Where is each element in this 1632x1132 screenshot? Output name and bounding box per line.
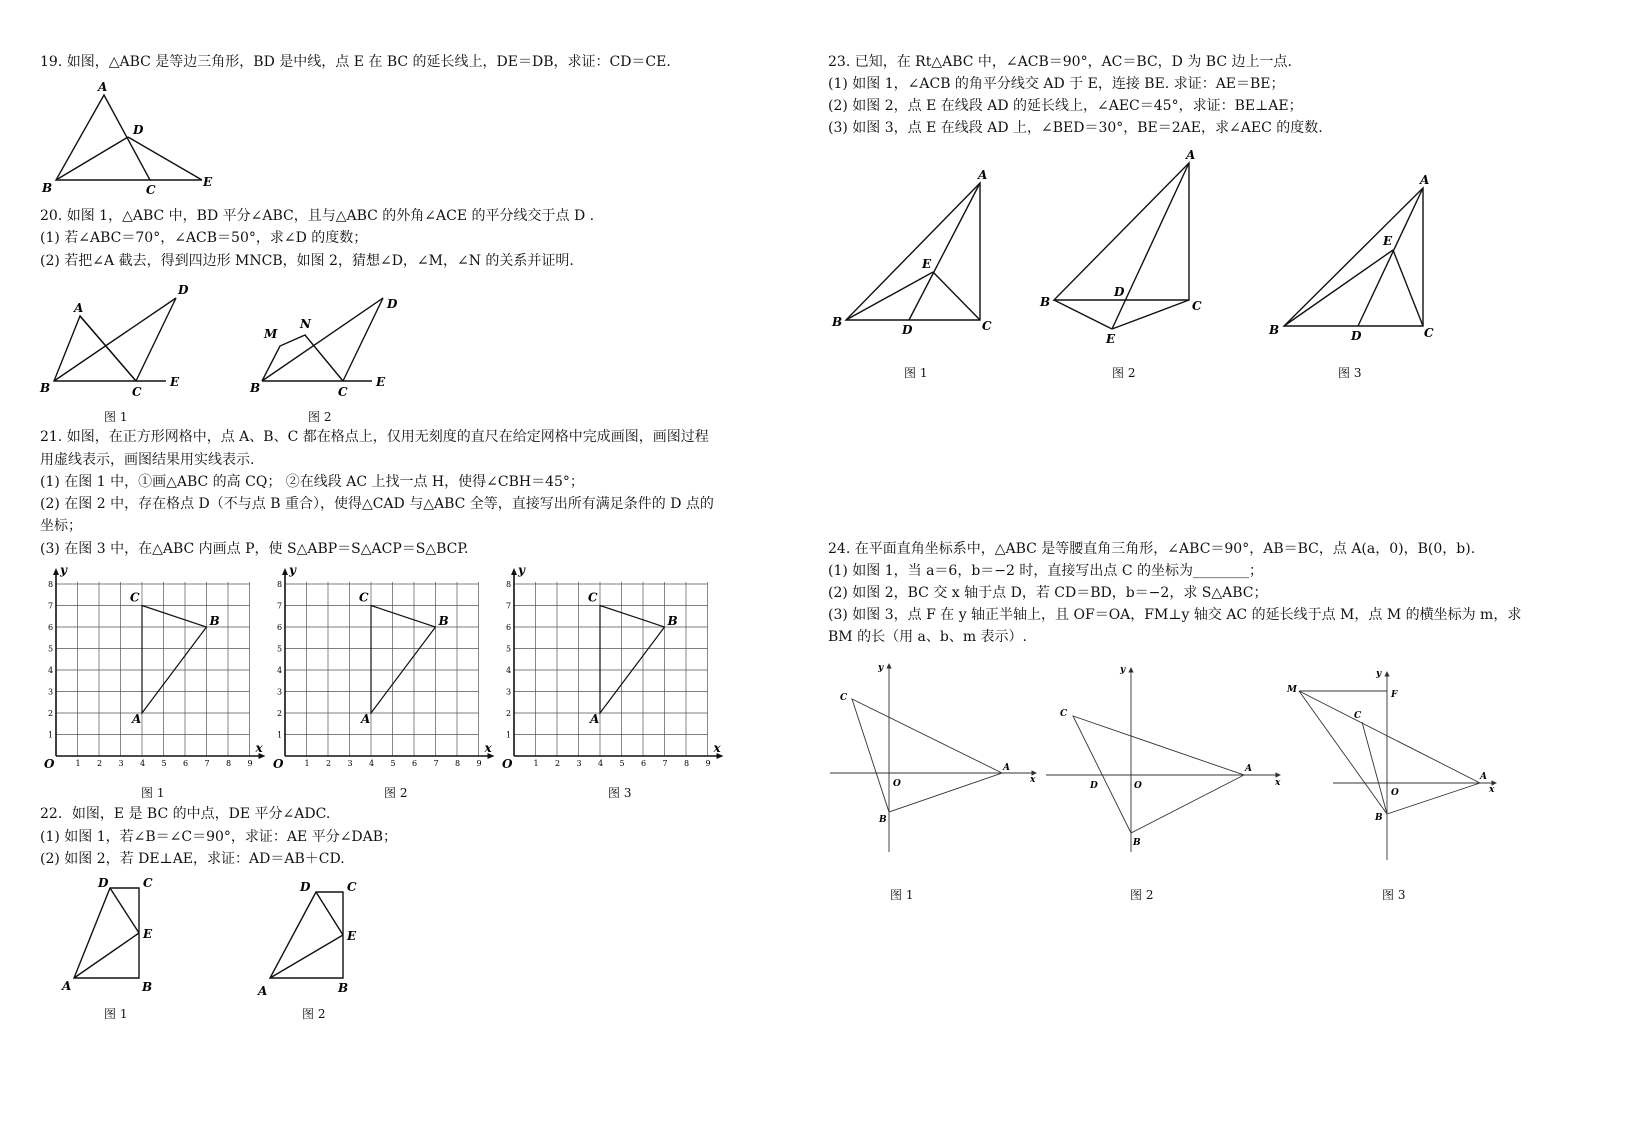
label-e: E bbox=[203, 175, 213, 189]
caption-p21-fig2: 图 2 bbox=[384, 786, 408, 800]
tick-y: 3 bbox=[277, 687, 283, 697]
tick-y: 5 bbox=[48, 644, 54, 654]
svg-text:B: B bbox=[250, 381, 261, 395]
svg-text:O: O bbox=[1391, 788, 1399, 798]
svg-text:C: C bbox=[338, 385, 348, 399]
svg-text:B: B bbox=[1375, 813, 1383, 823]
svg-text:O: O bbox=[1134, 781, 1142, 791]
tick-y: 1 bbox=[48, 730, 54, 740]
problem-21-line6: (3) 在图 3 中，在△ABC 内画点 P，使 S△ABP＝S△ACP＝S△BCP. bbox=[40, 541, 469, 557]
tick-x: 4 bbox=[369, 759, 375, 768]
svg-text:B: B bbox=[1040, 295, 1051, 309]
svg-text:A: A bbox=[1186, 148, 1196, 162]
svg-text:E: E bbox=[1383, 234, 1393, 248]
svg-text:C: C bbox=[840, 693, 848, 703]
svg-text:B: B bbox=[1269, 323, 1280, 337]
x-axis-label: x bbox=[713, 741, 721, 755]
tick-y: 4 bbox=[48, 666, 54, 675]
svg-text:x: x bbox=[1489, 785, 1495, 795]
x-axis-label: x bbox=[255, 741, 263, 755]
svg-text:F: F bbox=[1391, 690, 1398, 700]
svg-text:A: A bbox=[1420, 173, 1430, 187]
problem-24-line4: (3) 如图 3，点 F 在 y 轴正半轴上，且 OF＝OA，FM⊥y 轴交 AC 的延长线于点 M，点 M 的横坐标为 m，求 bbox=[828, 607, 1522, 623]
label-c: C bbox=[359, 590, 369, 605]
svg-text:B: B bbox=[338, 981, 349, 995]
svg-text:D: D bbox=[1114, 285, 1125, 299]
svg-text:E: E bbox=[376, 375, 386, 389]
y-axis-label: y bbox=[60, 563, 67, 577]
tick-y: 7 bbox=[48, 601, 54, 611]
tick-y: 5 bbox=[277, 644, 283, 654]
svg-text:y: y bbox=[878, 663, 884, 673]
svg-text:E: E bbox=[143, 927, 153, 941]
svg-text:D: D bbox=[178, 283, 189, 297]
label-c: C bbox=[146, 183, 156, 197]
svg-text:C: C bbox=[1354, 711, 1362, 721]
tick-x: 7 bbox=[204, 759, 210, 768]
svg-text:E: E bbox=[922, 257, 932, 271]
caption-p22-fig1: 图 1 bbox=[104, 1007, 128, 1021]
svg-text:E: E bbox=[1106, 332, 1116, 346]
origin-label: O bbox=[502, 757, 513, 771]
svg-text:A: A bbox=[1003, 763, 1010, 773]
svg-text:O: O bbox=[893, 779, 901, 789]
tick-x: 7 bbox=[662, 759, 668, 768]
svg-text:B: B bbox=[40, 381, 51, 395]
svg-text:B: B bbox=[142, 980, 153, 994]
svg-text:x: x bbox=[1275, 778, 1281, 788]
problem-21-line4: (2) 在图 2 中，存在格点 D（不与点 B 重合），使得△CAD 与△ABC 全等，直接写出所有满足条件的 D 点的 bbox=[40, 496, 714, 512]
tick-x: 7 bbox=[433, 759, 439, 768]
tick-x: 2 bbox=[97, 759, 103, 768]
tick-y: 6 bbox=[506, 623, 512, 632]
svg-text:C: C bbox=[982, 319, 992, 333]
tick-y: 3 bbox=[506, 687, 512, 697]
svg-text:N: N bbox=[300, 317, 311, 331]
tick-x: 5 bbox=[390, 759, 396, 768]
tick-y: 2 bbox=[48, 709, 54, 718]
svg-text:E: E bbox=[170, 375, 180, 389]
svg-text:M: M bbox=[264, 327, 278, 341]
svg-text:C: C bbox=[1060, 709, 1068, 719]
tick-y: 7 bbox=[506, 601, 512, 611]
problem-21-line1: 21. 如图，在正方形网格中，点 A、B、C 都在格点上，仅用无刻度的直尺在给定网格中完成画图，画图过程 bbox=[40, 429, 709, 445]
svg-text:D: D bbox=[1090, 781, 1098, 791]
problem-22-line2: (1) 如图 1，若∠B＝∠C＝90°，求证：AE 平分∠DAB； bbox=[40, 829, 398, 845]
svg-text:y: y bbox=[1376, 669, 1382, 679]
problem-21-line3: (1) 在图 1 中，①画△ABC 的高 CQ； ②在线段 AC 上找一点 H，使得∠CBH＝45°； bbox=[40, 474, 584, 490]
tick-y: 4 bbox=[506, 666, 512, 675]
tick-y: 6 bbox=[277, 623, 283, 632]
tick-y: 3 bbox=[48, 687, 54, 697]
svg-text:A: A bbox=[258, 984, 268, 998]
svg-text:A: A bbox=[1480, 772, 1487, 782]
problem-19-text: 19. 如图，△ABC 是等边三角形，BD 是中线，点 E 在 BC 的延长线上，DE＝DB，求证：CD＝CE. bbox=[40, 54, 671, 70]
tick-x: 3 bbox=[576, 759, 582, 768]
label-b: B bbox=[42, 181, 53, 195]
svg-text:C: C bbox=[132, 385, 142, 399]
caption-p21-fig3: 图 3 bbox=[608, 786, 632, 800]
svg-text:A: A bbox=[74, 301, 84, 315]
caption-p24-fig1: 图 1 bbox=[890, 888, 914, 902]
label-a: A bbox=[132, 712, 142, 726]
tick-x: 8 bbox=[455, 759, 461, 768]
label-a: A bbox=[590, 712, 600, 726]
svg-text:M: M bbox=[1287, 685, 1297, 695]
tick-x: 9 bbox=[247, 759, 253, 768]
problem-24-line1: 24. 在平面直角坐标系中，△ABC 是等腰直角三角形，∠ABC＝90°，AB＝BC，点 A(a，0)，B(0，b). bbox=[828, 541, 1476, 557]
tick-x: 8 bbox=[684, 759, 690, 768]
y-axis-label: y bbox=[289, 563, 296, 577]
tick-y: 7 bbox=[277, 601, 283, 611]
svg-text:x: x bbox=[1030, 775, 1036, 785]
origin-label: O bbox=[44, 757, 55, 771]
problem-20-line2: (1) 若∠ABC＝70°，∠ACB＝50°，求∠D 的度数； bbox=[40, 230, 368, 246]
caption-p22-fig2: 图 2 bbox=[302, 1007, 326, 1021]
problem-24-line5: BM 的长（用 a、b、m 表示）. bbox=[828, 629, 1028, 645]
svg-text:D: D bbox=[1351, 329, 1362, 343]
svg-text:D: D bbox=[98, 876, 109, 890]
svg-text:B: B bbox=[1133, 838, 1141, 848]
tick-x: 3 bbox=[118, 759, 124, 768]
tick-y: 1 bbox=[506, 730, 512, 740]
tick-y: 8 bbox=[48, 580, 54, 589]
caption-p24-fig2: 图 2 bbox=[1130, 888, 1154, 902]
label-d: D bbox=[133, 123, 144, 137]
svg-text:D: D bbox=[300, 880, 311, 894]
svg-text:E: E bbox=[347, 929, 357, 943]
tick-x: 3 bbox=[347, 759, 353, 768]
problem-22-line3: (2) 如图 2，若 DE⊥AE，求证：AD＝AB＋CD. bbox=[40, 851, 345, 867]
tick-x: 8 bbox=[226, 759, 232, 768]
tick-x: 2 bbox=[555, 759, 561, 768]
problem-23-line1: 23. 已知，在 Rt△ABC 中，∠ACB＝90°，AC＝BC，D 为 BC 边上一点. bbox=[828, 54, 1292, 70]
caption-p24-fig3: 图 3 bbox=[1382, 888, 1406, 902]
problem-21-line5: 坐标； bbox=[40, 518, 82, 534]
svg-text:A: A bbox=[62, 979, 72, 993]
svg-text:y: y bbox=[1120, 665, 1126, 675]
problem-22-line1: 22．如图，E 是 BC 的中点，DE 平分∠ADC. bbox=[40, 806, 331, 822]
problem-21-line2: 用虚线表示，画图结果用实线表示. bbox=[40, 452, 255, 468]
problem-24-line2: (1) 如图 1，当 a＝6，b＝−2 时，直接写出点 C 的坐标为________； bbox=[828, 563, 1264, 579]
problem-20-line1: 20. 如图 1，△ABC 中，BD 平分∠ABC，且与△ABC 的外角∠ACE 的平分线交于点 D . bbox=[40, 208, 595, 224]
svg-text:D: D bbox=[387, 297, 398, 311]
tick-x: 9 bbox=[705, 759, 711, 768]
tick-y: 5 bbox=[506, 644, 512, 654]
svg-text:C: C bbox=[1192, 299, 1202, 313]
tick-x: 1 bbox=[304, 759, 310, 768]
tick-x: 9 bbox=[476, 759, 482, 768]
y-axis-label: y bbox=[518, 563, 525, 577]
label-b: B bbox=[667, 614, 678, 628]
tick-y: 8 bbox=[277, 580, 283, 589]
tick-y: 6 bbox=[48, 623, 54, 632]
label-c: C bbox=[588, 590, 598, 605]
tick-x: 1 bbox=[533, 759, 539, 768]
tick-x: 6 bbox=[183, 759, 189, 768]
problem-23-line4: (3) 如图 3，点 E 在线段 AD 上，∠BED＝30°，BE＝2AE，求∠AEC 的度数. bbox=[828, 120, 1323, 136]
svg-text:C: C bbox=[1424, 326, 1434, 340]
label-a: A bbox=[98, 80, 108, 94]
tick-y: 8 bbox=[506, 580, 512, 589]
label-b: B bbox=[209, 614, 220, 628]
tick-x: 6 bbox=[641, 759, 647, 768]
caption-p23-fig2: 图 2 bbox=[1112, 366, 1136, 380]
tick-x: 6 bbox=[412, 759, 418, 768]
caption-p21-fig1: 图 1 bbox=[141, 786, 165, 800]
caption-p23-fig3: 图 3 bbox=[1338, 366, 1362, 380]
tick-x: 1 bbox=[75, 759, 81, 768]
tick-x: 4 bbox=[598, 759, 604, 768]
tick-x: 4 bbox=[140, 759, 146, 768]
x-axis-label: x bbox=[484, 741, 492, 755]
problem-24-line3: (2) 如图 2，BC 交 x 轴于点 D，若 CD＝BD，b＝−2，求 S△ABC； bbox=[828, 585, 1268, 601]
svg-text:B: B bbox=[832, 315, 843, 329]
tick-y: 2 bbox=[506, 709, 512, 718]
origin-label: O bbox=[273, 757, 284, 771]
tick-x: 5 bbox=[161, 759, 167, 768]
label-c: C bbox=[130, 590, 140, 605]
label-a: A bbox=[361, 712, 371, 726]
problem-23-line3: (2) 如图 2，点 E 在线段 AD 的延长线上，∠AEC＝45°，求证：BE⊥AE； bbox=[828, 98, 1303, 114]
svg-text:A: A bbox=[978, 168, 988, 182]
problem-20-line3: (2) 若把∠A 截去，得到四边形 MNCB，如图 2，猜想∠D，∠M，∠N 的关系并证明. bbox=[40, 253, 574, 269]
tick-x: 2 bbox=[326, 759, 332, 768]
svg-text:D: D bbox=[902, 323, 913, 337]
svg-text:A: A bbox=[1245, 764, 1252, 774]
tick-y: 2 bbox=[277, 709, 283, 718]
tick-y: 4 bbox=[277, 666, 283, 675]
tick-y: 1 bbox=[277, 730, 283, 740]
caption-p20-fig1: 图 1 bbox=[104, 410, 128, 424]
tick-x: 5 bbox=[619, 759, 625, 768]
svg-text:B: B bbox=[879, 815, 887, 825]
svg-text:C: C bbox=[143, 876, 153, 890]
label-b: B bbox=[438, 614, 449, 628]
problem-23-line2: (1) 如图 1，∠ACB 的角平分线交 AD 于 E，连接 BE. 求证：AE＝BE； bbox=[828, 76, 1285, 92]
svg-text:C: C bbox=[347, 880, 357, 894]
caption-p23-fig1: 图 1 bbox=[904, 366, 928, 380]
caption-p20-fig2: 图 2 bbox=[308, 410, 332, 424]
